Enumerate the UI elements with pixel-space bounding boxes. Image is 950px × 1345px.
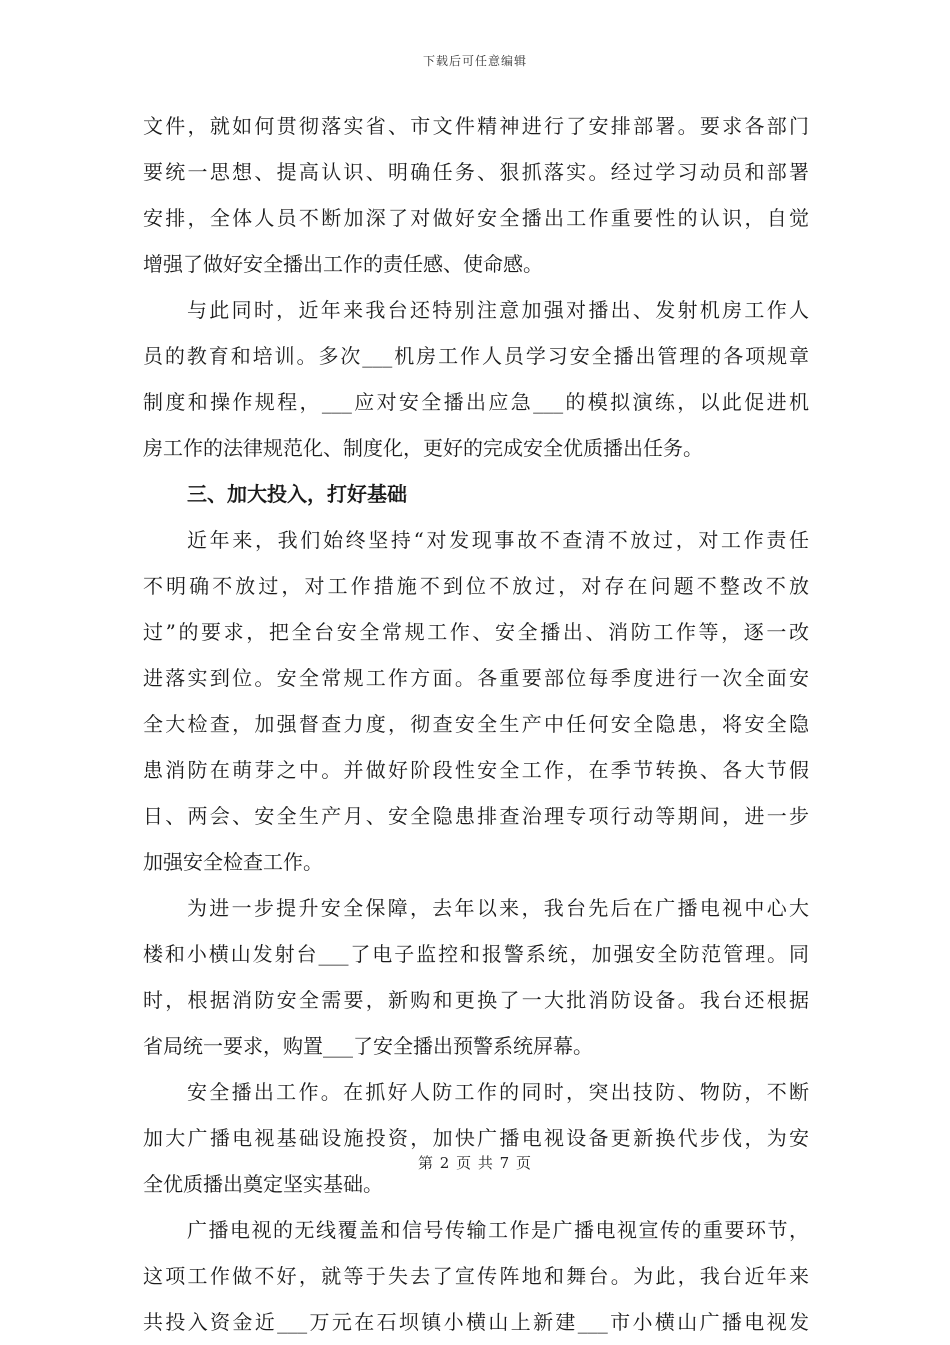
paragraph [143, 885, 809, 1069]
text-line: 与此同时，近年来我台还特别注意加强对播出、发射机房工作人 [187, 298, 809, 322]
text-line: 进落实到位。安全常规工作方面。各重要部位每季度进行一次全面安 [143, 666, 809, 690]
text-line: 全优质播出奠定坚实基础。 [143, 1172, 383, 1196]
text-line: 文件，就如何贯彻落实省、市文件精神进行了安排部署。要求各部门 [143, 114, 809, 138]
text-line: 患消防在萌芽之中。并做好阶段性安全工作，在季节转换、各大节假 [143, 758, 809, 782]
page-number: 第 2 页 共 7 页 [418, 1154, 532, 1172]
text-line: 省局统一要求，购置___了安全播出预警系统屏幕。 [143, 1034, 593, 1058]
paragraph [143, 103, 809, 287]
text-line: 过”的要求，把全台安全常规工作、安全播出、消防工作等，逐一改 [143, 620, 809, 644]
text-line: 不明确不放过，对工作措施不到位不放过，对存在问题不整改不放 [143, 574, 809, 598]
text-line: 近年来，我们始终坚持“对发现事故不查清不放过，对工作责任 [187, 528, 809, 552]
paragraph [143, 1069, 809, 1207]
text-line: 安全播出工作。在抓好人防工作的同时，突出技防、物防，不断 [187, 1080, 809, 1104]
text-line: 楼和小横山发射台___了电子监控和报警系统，加强安全防范管理。同 [143, 942, 809, 966]
text-line: 这项工作做不好，就等于失去了宣传阵地和舞台。为此，我台近年来 [143, 1264, 809, 1288]
page-header: 下载后可任意编辑 [422, 54, 527, 68]
section-heading [143, 471, 809, 517]
text-line: 全大检查，加强督查力度，彻查安全生产中任何安全隐患，将安全隐 [143, 712, 809, 736]
text-line: 增强了做好安全播出工作的责任感、使命感。 [143, 252, 543, 276]
text-line: 为进一步提升安全保障，去年以来，我台先后在广播电视中心大 [187, 896, 809, 920]
text-line: 三、加大投入，打好基础 [187, 482, 407, 506]
text-line: 要统一思想、提高认识、明确任务、狠抓落实。经过学习动员和部署 [143, 160, 809, 184]
paragraph [143, 1207, 809, 1345]
text-line: 员的教育和培训。多次___机房工作人员学习安全播出管理的各项规章 [143, 344, 809, 368]
text-line: 加大广播电视基础设施投资，加快广播电视设备更新换代步伐，为安 [143, 1126, 809, 1150]
text-line: 制度和操作规程，___应对安全播出应急___的模拟演练，以此促进机 [143, 390, 809, 414]
text-line: 共投入资金近___万元在石坝镇小横山上新建___市小横山广播电视发 [143, 1310, 809, 1334]
text-line: 加强安全检查工作。 [143, 850, 323, 874]
text-line: 房工作的法律规范化、制度化，更好的完成安全优质播出任务。 [143, 436, 703, 460]
text-line: 广播电视的无线覆盖和信号传输工作是广播电视宣传的重要环节， [187, 1218, 809, 1242]
text-line: 安排，全体人员不断加深了对做好安全播出工作重要性的认识，自觉 [143, 206, 809, 230]
text-line: 日、两会、安全生产月、安全隐患排查治理专项行动等期间，进一步 [143, 804, 809, 828]
paragraph [143, 517, 809, 885]
text-line: 时，根据消防安全需要，新购和更换了一大批消防设备。我台还根据 [143, 988, 809, 1012]
paragraph [143, 287, 809, 471]
